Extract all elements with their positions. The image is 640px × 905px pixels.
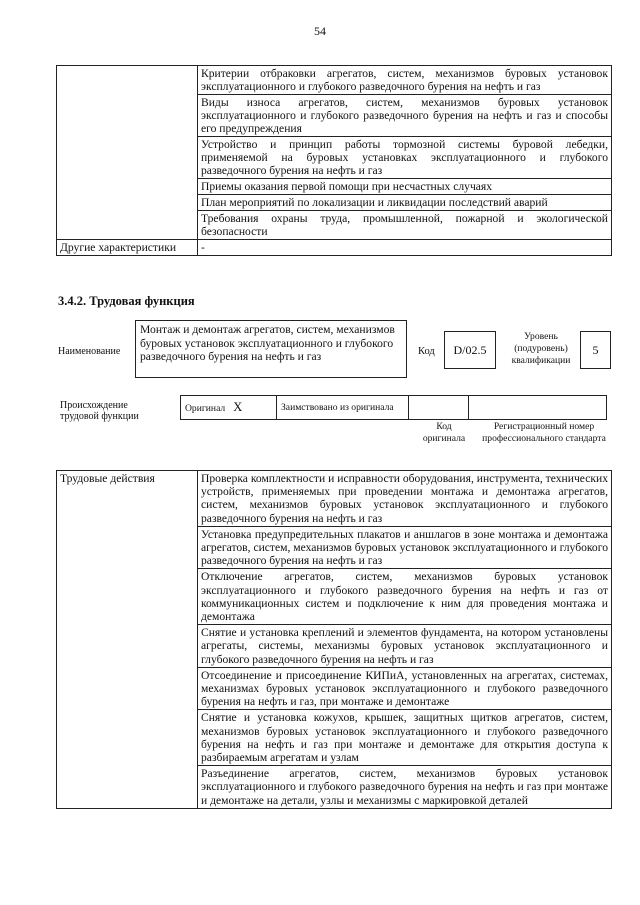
other-characteristics-label: Другие характеристики xyxy=(57,240,198,256)
table-cell: Снятие и установка кожухов, крышек, защитных щитков агрегатов, систем, механизмов буровых установок эксплуатационного и глубокого разведочного бурения на нефть и газ при монтаже и демонтаже для открытия доступа к разбираемым агрегатам и узлам xyxy=(198,710,612,766)
labor-actions-table xyxy=(56,470,612,809)
table-cell: План мероприятий по локализации и ликвидации последствий аварий xyxy=(198,195,612,211)
code-box: D/02.5 xyxy=(444,331,496,369)
code-original-cell xyxy=(409,396,469,420)
table-cell: Приемы оказания первой помощи при несчастных случаях xyxy=(198,179,612,195)
other-characteristics-value: - xyxy=(198,240,612,256)
qualification-level-label: Уровень (подуровень) квалификации xyxy=(511,331,571,366)
table-row xyxy=(57,66,612,95)
table-row xyxy=(181,396,607,420)
labor-actions-label: Трудовые действия xyxy=(57,471,198,809)
code-label: Код xyxy=(418,346,435,357)
name-label: Наименование xyxy=(58,346,121,357)
table-cell: Установка предупредительных плакатов и аншлагов в зоне монтажа и демонтажа агрегатов, систем, механизмов буровых установок эксплуатационного и глубокого разведочного бурения на нефть и газ xyxy=(198,526,612,569)
reg-number-cell xyxy=(469,396,607,420)
reg-number-caption: Регистрационный номер профессионального стандарта xyxy=(482,421,606,444)
table-cell: Устройство и принцип работы тормозной системы буровой лебедки, применяемой на буровых установках эксплуатационного и глубокого разведочного бурения на нефть и газ xyxy=(198,137,612,179)
table-cell: Проверка комплектности и исправности оборудования, инструмента, технических устройств, применяемых при проведении монтажа и демонтажа агрегатов, систем, механизмов буровых установок эксплуатационного и глубокого разведочного бурения на нефть и газ xyxy=(198,471,612,527)
qualification-level-box: 5 xyxy=(580,331,611,369)
origin-table xyxy=(180,395,607,420)
table-cell: Виды износа агрегатов, систем, механизмов буровых установок эксплуатационного и глубокого разведочного бурения на нефть и газ и способы его предупреждения xyxy=(198,95,612,137)
code-original-caption: Код оригинала xyxy=(422,421,466,444)
function-name-box: Монтаж и демонтаж агрегатов, систем, механизмов буровых установок эксплуатационного и глубокого разведочного бурения на нефть и газ xyxy=(135,320,407,378)
table-row xyxy=(57,471,612,527)
borrowed-cell: Заимствовано из оригинала xyxy=(277,396,409,420)
table-cell: Отсоединение и присоединение КИПиА, установленных на агрегатах, системах, механизмах буровых установок эксплуатационного и глубокого разведочного бурения на нефть и газ, при монтаже и демонтаже xyxy=(198,667,612,710)
table-cell: Снятие и установка креплений и элементов фундамента, на котором установлены агрегаты, системы, механизмы буровых установок эксплуатационного и глубокого разведочного бурения на нефть и газ xyxy=(198,625,612,668)
table-row xyxy=(57,240,612,256)
original-label: Оригинал xyxy=(185,403,226,414)
table-cell-empty xyxy=(57,66,198,240)
table-cell: Разъединение агрегатов, систем, механизмов буровых установок эксплуатационного и глубокого разведочного бурения на нефть и газ при монтаже и демонтаже на детали, узлы и механизмы с маркировкой деталей xyxy=(198,766,612,809)
original-cell xyxy=(181,396,277,420)
knowledge-table xyxy=(56,65,612,256)
page-number: 54 xyxy=(314,24,326,38)
original-mark: X xyxy=(233,400,243,414)
table-cell: Требования охраны труда, промышленной, пожарной и экологической безопасности xyxy=(198,211,612,240)
table-cell: Критерии отбраковки агрегатов, систем, механизмов буровых установок эксплуатационного и глубокого разведочного бурения на нефть и газ xyxy=(198,66,612,95)
section-title: 3.4.2. Трудовая функция xyxy=(58,294,195,308)
origin-label: Происхождение трудовой функции xyxy=(60,400,139,422)
table-cell: Отключение агрегатов, систем, механизмов буровых установок эксплуатационного и глубокого разведочного бурения на нефть и газ от коммуникационных систем и подключение к ним для проведения монтажа и демонтажа xyxy=(198,569,612,625)
